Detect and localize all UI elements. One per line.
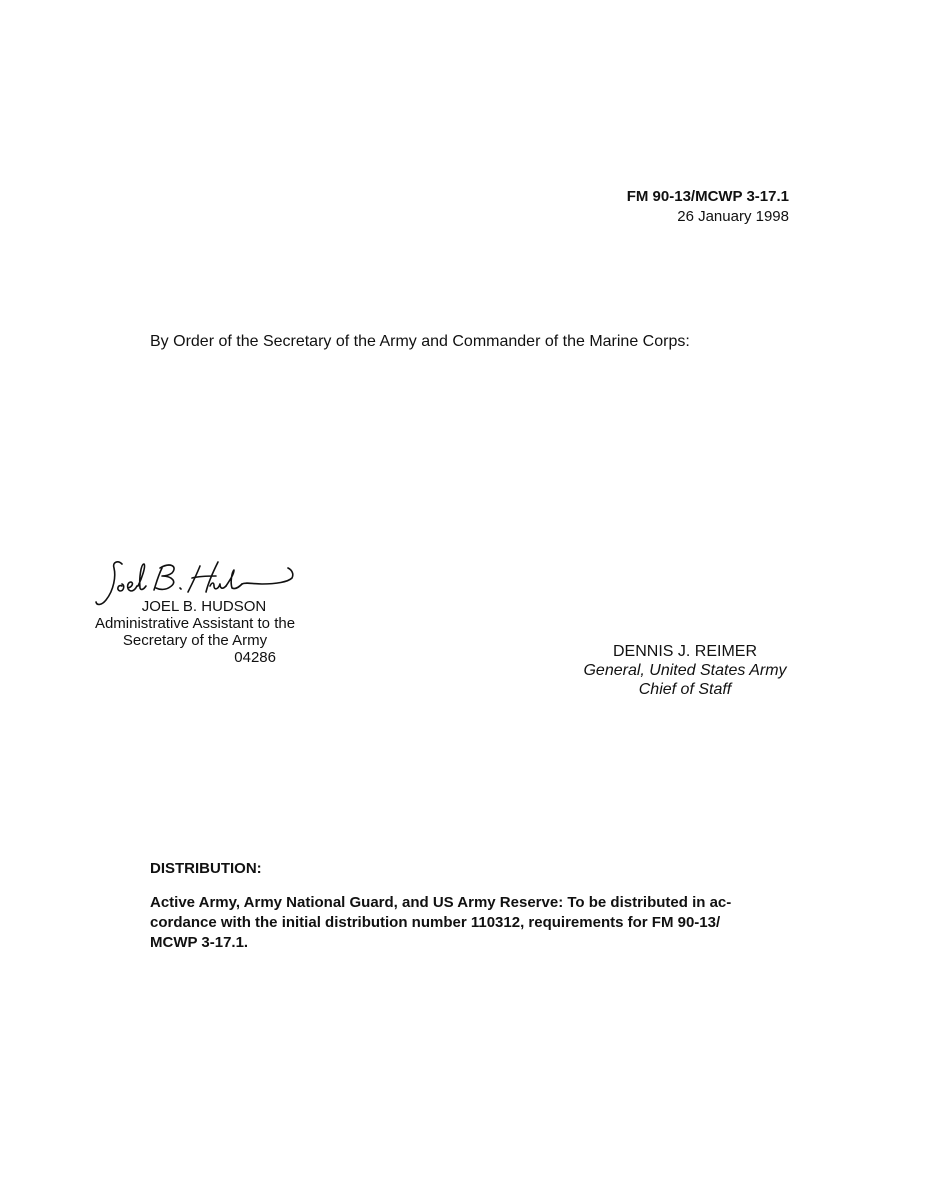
- signatory-name: JOEL B. HUDSON: [141, 598, 267, 615]
- signatory-title-line1: Administrative Assistant to the: [94, 615, 296, 632]
- distribution-text: [150, 893, 810, 953]
- document-date: 26 January 1998: [677, 208, 789, 225]
- left-signature-block: [70, 598, 320, 666]
- right-signature-block: [560, 642, 810, 699]
- distribution-line: Active Army, Army National Guard, and US Army Reserve: To be distributed in ac-: [150, 894, 732, 911]
- signatory-title: General, United States Army: [583, 662, 787, 679]
- signatory-name: DENNIS J. REIMER: [612, 643, 757, 660]
- signatory-role: Chief of Staff: [638, 681, 732, 698]
- document-number: FM 90-13/MCWP 3-17.1: [626, 188, 789, 205]
- distribution-line: cordance with the initial distribution number 110312, requirements for FM 90-13/: [150, 914, 721, 931]
- order-statement: By Order of the Secretary of the Army and Commander of the Marine Corps:: [150, 333, 690, 350]
- signatory-title-line2: Secretary of the Army: [122, 632, 268, 649]
- distribution-line: MCWP 3-17.1.: [150, 934, 249, 951]
- signatory-code: 04286: [234, 649, 276, 666]
- distribution-heading: DISTRIBUTION:: [150, 860, 262, 877]
